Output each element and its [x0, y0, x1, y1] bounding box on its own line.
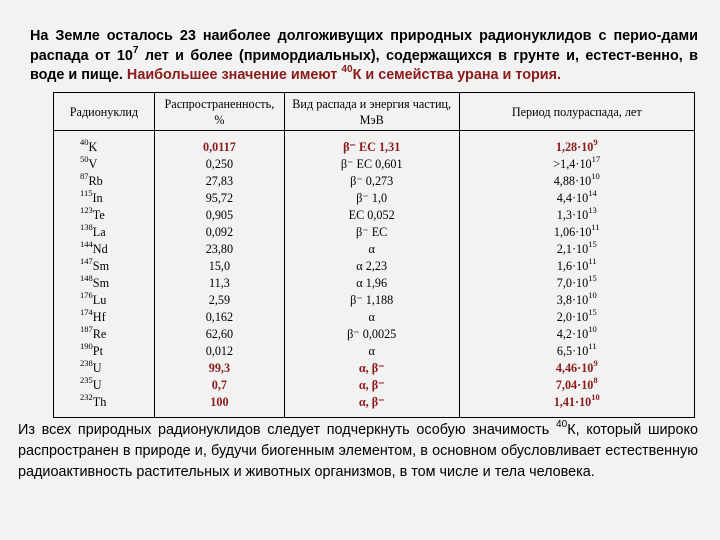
- abundance-cell: [154, 343, 284, 360]
- decay-cell: [284, 394, 459, 418]
- half-life-cell: [459, 394, 695, 418]
- element-symbol: U: [92, 361, 102, 375]
- header-abundance: Распространенность, %: [154, 93, 284, 131]
- intro-highlight-before: Наибольшее значение имеют: [126, 67, 342, 83]
- table-row: [54, 258, 695, 275]
- half-life-exponent: 11: [588, 341, 597, 352]
- abundance-value: 15,0: [208, 259, 231, 273]
- table-row: [54, 173, 695, 190]
- decay-cell: [284, 258, 459, 275]
- half-life-mantissa: 4,46·10: [555, 361, 594, 375]
- element-symbol: La: [92, 225, 106, 239]
- nuclide-cell: [54, 275, 155, 292]
- nuclide-cell: [54, 394, 155, 418]
- decay-value: α: [368, 344, 375, 358]
- abundance-value: 0,092: [205, 225, 234, 239]
- nuclide-cell: [54, 258, 155, 275]
- half-life-cell: [459, 156, 695, 173]
- half-life-exponent: 9: [593, 358, 598, 369]
- element-symbol: Lu: [92, 293, 107, 307]
- abundance-cell: [154, 173, 284, 190]
- half-life-exponent: 8: [593, 375, 598, 386]
- element-symbol: Pt: [92, 344, 103, 358]
- decay-cell: [284, 241, 459, 258]
- intro-exponent: 7: [132, 44, 139, 56]
- mass-number: 40: [80, 137, 89, 148]
- decay-cell: [284, 377, 459, 394]
- half-life-mantissa: 4,4·10: [556, 191, 589, 205]
- decay-value: α 1,96: [356, 276, 388, 290]
- outro-paragraph: [18, 420, 698, 483]
- outro-text-after: К, который широко распространен в природе и, будучи биогенным элементом, в основном обусловливает естественную радиоактивность растительных и животных организмов, в том числе и тела человека.: [18, 422, 698, 480]
- mass-number: 147: [80, 256, 93, 267]
- element-symbol: V: [88, 157, 98, 171]
- abundance-value: 100: [210, 395, 229, 409]
- decay-value: β⁻ 0,273: [350, 174, 394, 188]
- half-life-mantissa: 2,1·10: [556, 242, 589, 256]
- abundance-value: 0,250: [205, 157, 234, 171]
- half-life-exponent: 11: [591, 222, 600, 233]
- half-life-exponent: 10: [591, 171, 600, 182]
- decay-value: α: [368, 310, 375, 324]
- decay-cell: [284, 360, 459, 377]
- half-life-cell: [459, 343, 695, 360]
- half-life-exponent: 17: [591, 154, 601, 165]
- half-life-exponent: 9: [593, 137, 598, 148]
- abundance-cell: [154, 241, 284, 258]
- abundance-value: 2,59: [208, 293, 231, 307]
- mass-number: 235: [80, 375, 93, 386]
- decay-value: β⁻ 0,0025: [347, 327, 397, 341]
- decay-value: β⁻ EC: [356, 225, 388, 239]
- abundance-cell: [154, 292, 284, 309]
- decay-value: α, β⁻: [358, 361, 385, 375]
- nuclide-cell: [54, 360, 155, 377]
- table-row: [54, 309, 695, 326]
- half-life-exponent: 11: [588, 256, 597, 267]
- element-symbol: In: [92, 191, 103, 205]
- table-header-row: [54, 93, 695, 131]
- intro-text-before: На Земле осталось 23 наиболее долгоживущих природных радионуклидов с перио-дами распада от 10: [30, 28, 698, 64]
- half-life-mantissa: 1,3·10: [556, 208, 589, 222]
- decay-cell: [284, 224, 459, 241]
- abundance-value: 0,162: [205, 310, 234, 324]
- half-life-mantissa: 3,8·10: [556, 293, 589, 307]
- abundance-cell: [154, 224, 284, 241]
- half-life-mantissa: 1,41·10: [553, 395, 592, 409]
- decay-cell: [284, 292, 459, 309]
- mass-number: 50: [80, 154, 89, 165]
- nuclide-cell: [54, 326, 155, 343]
- half-life-cell: [459, 241, 695, 258]
- table-row: [54, 131, 695, 157]
- half-life-cell: [459, 207, 695, 224]
- abundance-value: 0,0117: [202, 140, 236, 154]
- half-life-exponent: 15: [588, 273, 597, 284]
- nuclide-cell: [54, 207, 155, 224]
- decay-cell: [284, 309, 459, 326]
- abundance-value: 11,3: [208, 276, 230, 290]
- nuclide-cell: [54, 292, 155, 309]
- abundance-cell: [154, 275, 284, 292]
- intro-highlight-sup: 40: [341, 64, 353, 76]
- nuclide-cell: [54, 173, 155, 190]
- decay-cell: [284, 156, 459, 173]
- abundance-cell: [154, 360, 284, 377]
- mass-number: 187: [80, 324, 93, 335]
- abundance-value: 0,7: [211, 378, 228, 392]
- element-symbol: Nd: [92, 242, 108, 256]
- half-life-cell: [459, 258, 695, 275]
- outro-text-before: Из всех природных радионуклидов следует подчеркнуть особую значимость: [18, 422, 556, 438]
- decay-value: β⁻ EC 0,601: [340, 157, 403, 171]
- half-life-cell: [459, 326, 695, 343]
- decay-cell: [284, 190, 459, 207]
- nuclide-cell: [54, 241, 155, 258]
- half-life-cell: [459, 131, 695, 157]
- abundance-cell: [154, 377, 284, 394]
- decay-cell: [284, 131, 459, 157]
- abundance-value: 0,012: [205, 344, 234, 358]
- half-life-exponent: 13: [588, 205, 597, 216]
- half-life-mantissa: 1,06·10: [553, 225, 592, 239]
- mass-number: 190: [80, 341, 93, 352]
- half-life-mantissa: 7,0·10: [556, 276, 589, 290]
- half-life-exponent: 10: [588, 290, 597, 301]
- table-row: [54, 275, 695, 292]
- abundance-cell: [154, 156, 284, 173]
- header-half-life: Период полураспада, лет: [459, 93, 695, 131]
- abundance-value: 62,60: [205, 327, 234, 341]
- table-row: [54, 190, 695, 207]
- decay-value: α: [368, 242, 375, 256]
- abundance-value: 0,905: [205, 208, 234, 222]
- decay-cell: [284, 173, 459, 190]
- half-life-exponent: 14: [588, 188, 597, 199]
- abundance-cell: [154, 190, 284, 207]
- half-life-cell: [459, 190, 695, 207]
- nuclide-cell: [54, 343, 155, 360]
- table-row: [54, 394, 695, 418]
- element-symbol: Th: [92, 395, 107, 409]
- half-life-mantissa: 1,6·10: [556, 259, 589, 273]
- half-life-mantissa: >1,4·10: [553, 157, 592, 171]
- decay-cell: [284, 207, 459, 224]
- abundance-cell: [154, 258, 284, 275]
- decay-value: α, β⁻: [358, 395, 385, 409]
- decay-value: β⁻ 1,188: [350, 293, 394, 307]
- abundance-cell: [154, 207, 284, 224]
- table-body: [54, 131, 695, 418]
- decay-value: EC 0,052: [348, 208, 395, 222]
- table-row: [54, 343, 695, 360]
- intro-text-mid: лет и более (примордиальных), содержащихся в грунте и, естест-венно, в воде и пище.: [30, 47, 698, 83]
- element-symbol: Sm: [92, 276, 110, 290]
- half-life-exponent: 10: [591, 392, 600, 403]
- half-life-cell: [459, 360, 695, 377]
- mass-number: 238: [80, 358, 93, 369]
- nuclide-cell: [54, 377, 155, 394]
- element-symbol: U: [92, 378, 102, 392]
- mass-number: 176: [80, 290, 93, 301]
- half-life-exponent: 15: [588, 239, 597, 250]
- outro-sup: 40: [555, 419, 568, 431]
- decay-value: β⁻ EC 1,31: [343, 140, 401, 154]
- half-life-cell: [459, 377, 695, 394]
- element-symbol: Te: [92, 208, 105, 222]
- mass-number: 232: [80, 392, 93, 403]
- half-life-cell: [459, 309, 695, 326]
- decay-value: β⁻ 1,0: [356, 191, 388, 205]
- radionuclide-table: [53, 92, 695, 418]
- header-radionuclide: Радионуклид: [54, 93, 155, 131]
- decay-cell: [284, 275, 459, 292]
- table-row: [54, 224, 695, 241]
- half-life-cell: [459, 173, 695, 190]
- half-life-mantissa: 4,2·10: [556, 327, 589, 341]
- mass-number: 148: [80, 273, 93, 284]
- intro-paragraph: [30, 27, 698, 86]
- mass-number: 144: [80, 239, 93, 250]
- half-life-exponent: 10: [588, 324, 597, 335]
- table-row: [54, 292, 695, 309]
- mass-number: 174: [80, 307, 93, 318]
- nuclide-cell: [54, 156, 155, 173]
- element-symbol: Re: [92, 327, 107, 341]
- half-life-mantissa: 7,04·10: [555, 378, 594, 392]
- abundance-cell: [154, 131, 284, 157]
- abundance-cell: [154, 394, 284, 418]
- mass-number: 138: [80, 222, 93, 233]
- element-symbol: Hf: [92, 310, 106, 324]
- element-symbol: Sm: [92, 259, 110, 273]
- decay-cell: [284, 343, 459, 360]
- mass-number: 87: [80, 171, 89, 182]
- header-decay: Вид распада и энергия частиц, МэВ: [284, 93, 459, 131]
- nuclide-cell: [54, 131, 155, 157]
- abundance-value: 27,83: [205, 174, 234, 188]
- element-symbol: K: [88, 140, 98, 154]
- abundance-cell: [154, 309, 284, 326]
- half-life-mantissa: 4,88·10: [553, 174, 592, 188]
- abundance-value: 95,72: [205, 191, 234, 205]
- half-life-mantissa: 6,5·10: [556, 344, 589, 358]
- element-symbol: Rb: [88, 174, 103, 188]
- nuclide-cell: [54, 309, 155, 326]
- abundance-value: 23,80: [205, 242, 234, 256]
- half-life-cell: [459, 292, 695, 309]
- decay-value: α, β⁻: [358, 378, 385, 392]
- nuclide-cell: [54, 190, 155, 207]
- abundance-cell: [154, 326, 284, 343]
- table-row: [54, 241, 695, 258]
- decay-value: α 2,23: [356, 259, 388, 273]
- mass-number: 123: [80, 205, 93, 216]
- mass-number: 115: [80, 188, 93, 199]
- half-life-cell: [459, 275, 695, 292]
- nuclide-cell: [54, 224, 155, 241]
- decay-cell: [284, 326, 459, 343]
- half-life-exponent: 15: [588, 307, 597, 318]
- intro-highlight: [126, 64, 562, 83]
- half-life-mantissa: 1,28·10: [555, 140, 594, 154]
- radionuclide-table-container: [53, 92, 695, 418]
- intro-highlight-after: К и семейства урана и тория.: [352, 67, 562, 83]
- half-life-cell: [459, 224, 695, 241]
- half-life-mantissa: 2,0·10: [556, 310, 589, 324]
- table-row: [54, 360, 695, 377]
- table-row: [54, 326, 695, 343]
- abundance-value: 99,3: [208, 361, 231, 375]
